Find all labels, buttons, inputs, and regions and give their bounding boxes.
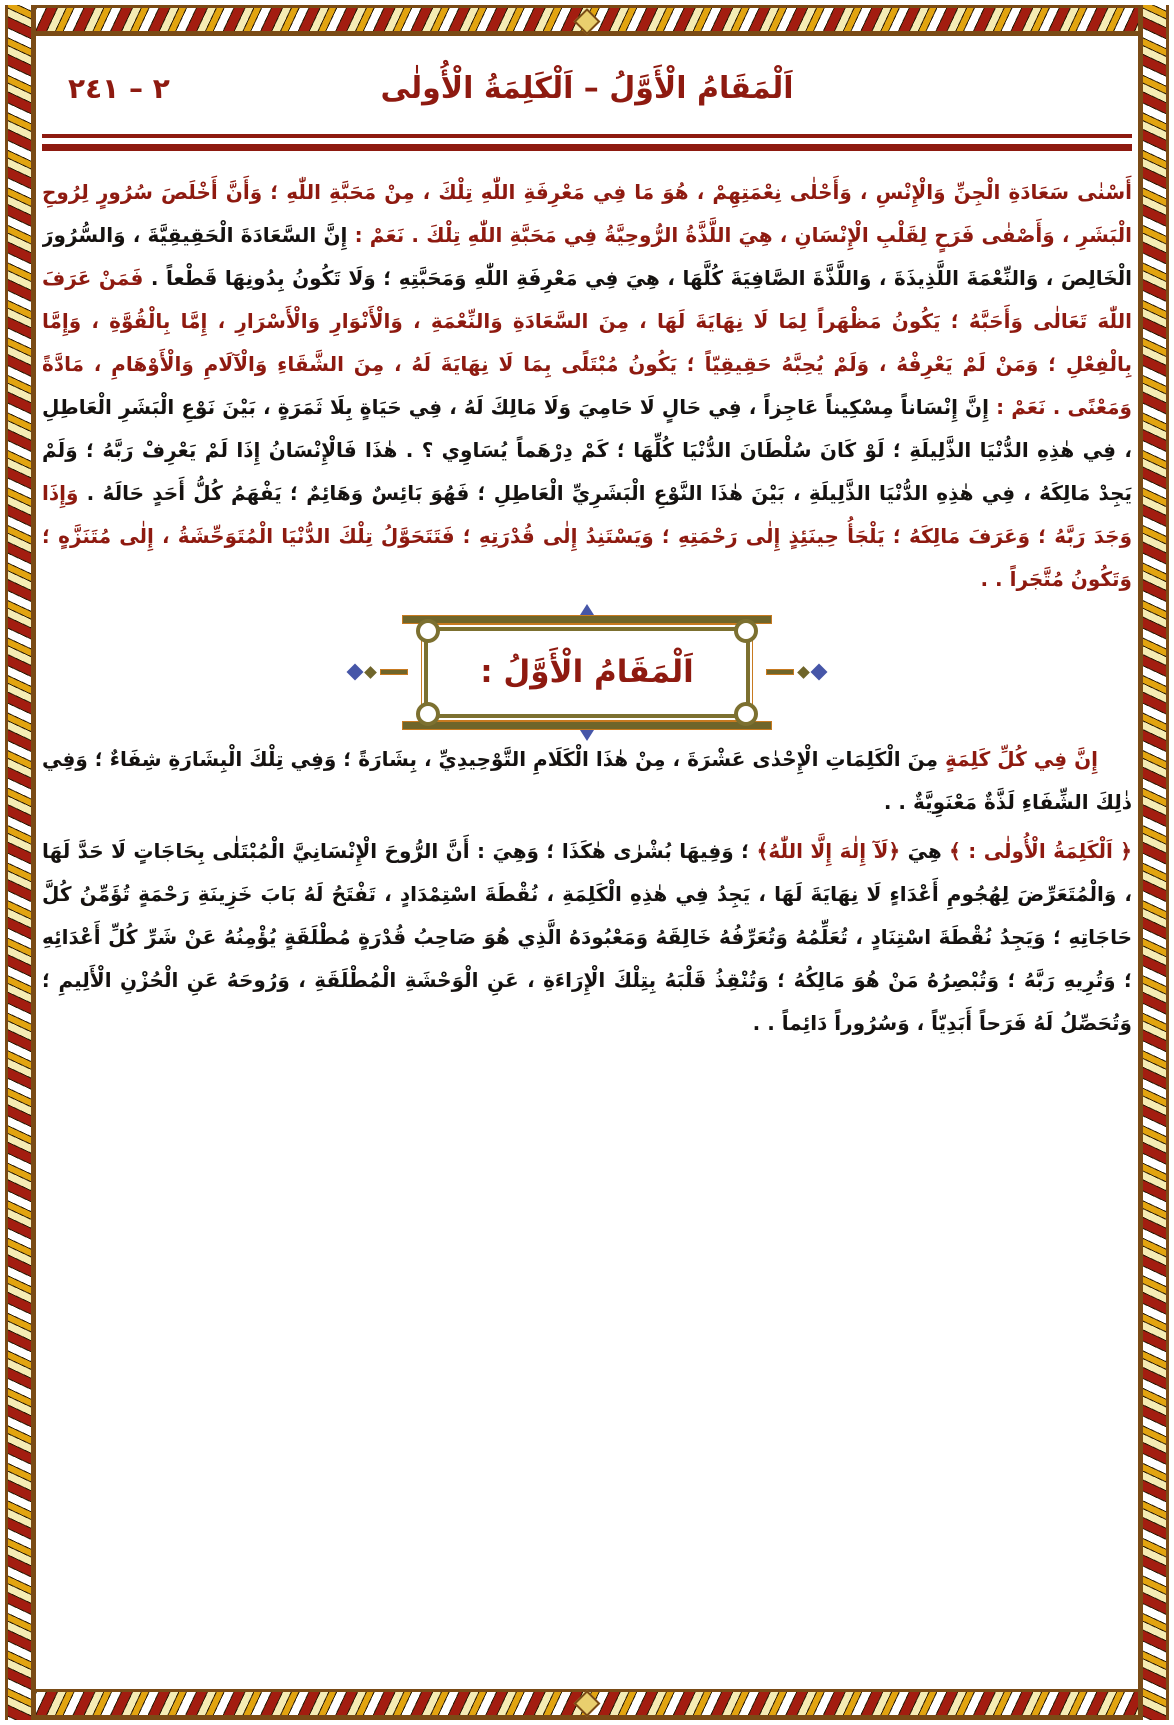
text-segment: فَمَنْ عَرَفَ اللّٰهَ تَعَالٰى وَأَحَبَّهُ ؛ يَكُونُ مَظْهَراً لِمَا لَا نِهَايَةَ لَهَا ، مِنَ السَّعَادَةِ وَالنِّعْمَةِ ، وَالْأَنْوَارِ وَالْأَسْرَارِ ، إِمَّا بِالْقُوَّةِ ، وَإِمَّا بِالْفِعْلِ ؛ وَمَنْ لَمْ يَعْرِفْهُ ، وَلَمْ يُحِبَّهُ حَقِيقِيّاً ؛ يَكُونُ مُبْتَلًى بِمَا لَا نِهَايَةَ لَهُ ، مِنَ الشَّقَاءِ وَالْآلَامِ وَالْأَوْهَامِ ، مَادَّةً وَمَعْنًى . نَعَمْ : [42, 266, 1132, 419]
text-segment: أَسْنٰى سَعَادَةِ الْجِنِّ وَالْإِنْسِ ، وَأَحْلٰى نِعْمَتِهِمْ ، هُوَ مَا فِي مَعْرِفَةِ اللّٰهِ تِلْكَ ، مِنْ مَحَبَّةِ اللّٰهِ ؛ وَأَنَّ أَخْلَصَ سُرُورٍ لِرُوحِ الْبَشَرِ ، وَأَصْفٰى فَرَحٍ لِقَلْبِ الْإِنْسَانِ ، هِيَ اللَّذَّةُ الرُّوحِيَّةُ فِي مَحَبَّةِ اللّٰهِ تِلْكَ . نَعَمْ : [42, 180, 1132, 247]
cartouche-left-ornament-icon [766, 666, 825, 678]
cartouche [42, 627, 1132, 718]
tulip-icon [580, 604, 594, 615]
olive-diamond-icon [797, 666, 810, 679]
border-chain-right [1138, 5, 1169, 1720]
cartouche-corner-scroll-icon [734, 619, 758, 643]
text-segment: إِنَّ السَّعَادَةَ الْحَقِيقِيَّةَ ، وَالسُّرُورَ الْخَالِصَ ، وَالنِّعْمَةَ اللَّذِيذَةَ ، وَاللَّذَّةَ الصَّافِيَةَ كُلَّهَا ، هِيَ فِي مَعْرِفَةِ اللّٰهِ وَمَحَبَّتِهِ ؛ وَلَا تَكُونُ بِدُونِهَا قَطْعاً . [42, 223, 1132, 290]
cartouche-corner-scroll-icon [734, 702, 758, 726]
text-segment: إِنَّ فِي كُلِّ كَلِمَةٍ [937, 746, 1099, 771]
cartouche-top-bar [402, 615, 772, 624]
ornament-line [380, 669, 408, 675]
page-title: اَلْمَقَامُ الْأَوَّلُ – اَلْكَلِمَةُ الْأُولٰى [380, 71, 794, 106]
olive-diamond-icon [364, 666, 377, 679]
page-number: ٢ – ٢٤١ [68, 72, 170, 105]
border-chain-left [5, 5, 36, 1720]
text-segment: ﴿ اَلْكَلِمَةُ الْأُولٰى : ﴾ [941, 838, 1132, 863]
cartouche-corner-scroll-icon [416, 619, 440, 643]
page-header [42, 60, 1132, 118]
text-segment: إِنَّ إِنْسَاناً مِسْكِيناً عَاجِزاً ، فِي حَالٍ لَا حَامِيَ وَلَا مَالِكَ لَهُ ، فِي حَيَاةٍ بِلَا ثَمَرَةٍ ، بَيْنَ نَوْعِ الْبَشَرِ الْعَاطِلِ ، فِي هٰذِهِ الدُّنْيَا الذَّلِيلَةِ ؛ لَوْ كَانَ سُلْطَانَ الدُّنْيَا كُلِّهَا ؛ كَمْ دِرْهَماً يُسَاوِي ؟ . هٰذَا فَالْإِنْسَانُ إِذَا لَمْ يَعْرِفْ رَبَّهُ ؛ وَلَمْ يَجِدْ مَالِكَهُ ، فِي هٰذِهِ الدُّنْيَا الذَّلِيلَةِ ، بَيْنَ هٰذَا النَّوْعِ الْبَشَرِيِّ الْعَاطِلِ ؛ فَهُوَ بَائِسٌ وَهَائِمٌ ؛ يَفْهَمُ كُلُّ أَحَدٍ حَالَهُ . [42, 395, 1132, 505]
text-segment: ؛ وَفِيهَا بُشْرٰى هٰكَذَا ؛ وَهِيَ : أَنَّ الرُّوحَ الْإِنْسَانِيَّ الْمُبْتَلٰى بِحَاجَاتٍ لَا حَدَّ لَهَا ، وَالْمُتَعَرِّضَ لِهُجُومِ أَعْدَاءٍ لَا نِهَايَةَ لَهَا ، يَجِدُ فِي هٰذِهِ الْكَلِمَةِ ، نُقْطَةَ اسْتِمْدَادٍ ، تَفْتَحُ لَهُ بَابَ خَزِينَةِ رَحْمَةٍ تُؤَمِّنُ كُلَّ حَاجَاتِهِ ؛ وَيَجِدُ نُقْطَةَ اسْتِنَادٍ ، تُعَلِّمُهُ وَتُعَرِّفُهُ خَالِقَهُ وَمَعْبُودَهُ الَّذِي هُوَ صَاحِبُ قُدْرَةٍ مُطْلَقَةٍ يُؤْمِنُهُ عَنْ شَرِّ كُلِّ أَعْدَائِهِ ؛ وَتُرِيهِ رَبَّهُ ؛ وَتُبْصِرُهُ مَنْ هُوَ مَالِكُهُ ؛ وَتُنْقِذُ قَلْبَهُ بِتِلْكَ الْإِرَاءَةِ ، عَنِ الْوَحْشَةِ الْمُطْلَقَةِ ، وَرُوحَهُ عَنِ الْحُزْنِ الْأَلِيمِ ؛ وَتُحَصِّلُ لَهُ فَرَحاً أَبَدِيّاً ، وَسُرُوراً دَائِماً . . [42, 838, 1132, 1035]
cartouche-bottom-bar [402, 721, 772, 730]
blue-diamond-icon [810, 664, 827, 681]
text-segment: وَإِذَا وَجَدَ رَبَّهُ ؛ وَعَرَفَ مَالِكَهُ ؛ يَلْجَأُ حِينَئِذٍ إِلٰى رَحْمَتِهِ ؛ وَيَسْتَنِدُ إِلٰى قُدْرَتِهِ ؛ فَتَتَحَوَّلُ تِلْكَ الدُّنْيَا الْمُتَوَحِّشَةُ ، إِلٰى مُتَنَزَّهٍ ؛ وَتَكُونُ مُتَّجَراً . . [42, 481, 1132, 591]
cartouche-frame [424, 627, 750, 718]
paragraph-intro [42, 171, 1132, 601]
blue-diamond-icon [347, 664, 364, 681]
text-segment: ﴿لَآ إِلٰهَ إِلَّا اللّٰهُ﴾ [756, 838, 901, 863]
header-divider [42, 134, 1132, 151]
text-segment: هِيَ [900, 838, 942, 863]
paragraph-first-word [42, 830, 1132, 1045]
cartouche-right-ornament-icon [349, 666, 408, 678]
cartouche-title: اَلْمَقَامُ الْأَوَّلُ : [480, 654, 694, 690]
tulip-icon [580, 730, 594, 741]
paragraph-bisharah [42, 738, 1132, 824]
text-segment: مِنَ الْكَلِمَاتِ الْإِحْدٰى عَشْرَةَ ، مِنْ هٰذَا الْكَلَامِ التَّوْحِيدِيِّ ، بِشَارَةً ؛ وَفِي تِلْكَ الْبِشَارَةِ شِفَاءٌ ؛ وَفِي ذٰلِكَ الشِّفَاءِ لَذَّةٌ مَعْنَوِيَّةٌ . . [42, 746, 1132, 814]
page-content [42, 36, 1132, 1683]
ornament-line [766, 669, 794, 675]
cartouche-corner-scroll-icon [416, 702, 440, 726]
body-text [42, 171, 1132, 1045]
